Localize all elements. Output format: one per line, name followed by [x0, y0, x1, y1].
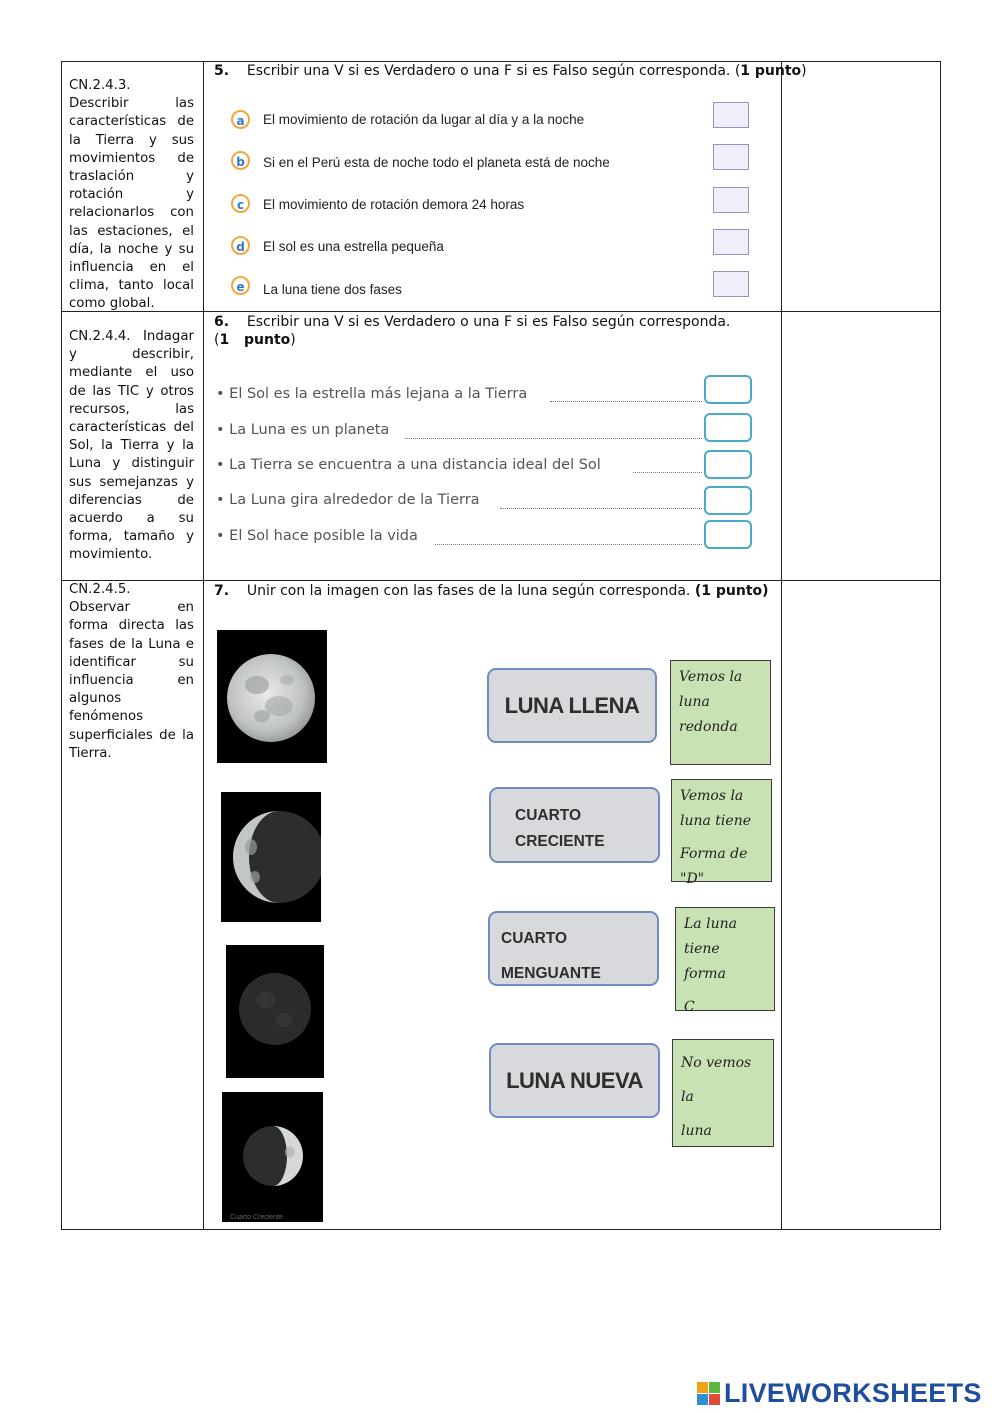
points-label: 1	[219, 332, 230, 348]
quarter-moon-icon	[221, 792, 321, 922]
row-border	[61, 1229, 941, 1230]
description-card-1[interactable]	[670, 660, 771, 765]
crescent-moon-image[interactable]	[222, 1092, 323, 1222]
phase-label-line-2: MENGUANTE	[501, 965, 601, 982]
description-card-2[interactable]	[671, 779, 772, 887]
question-number: 7.	[214, 583, 230, 599]
answer-box-5[interactable]	[704, 520, 752, 549]
question-instruction: Escribir una V si es Verdadero o una F si es Falso según corresponda. (	[214, 314, 731, 348]
criterion-cn-2-4-4: CN.2.4.4. Indagar y describir, mediante el uso de las TIC y otros recursos, las características del Sol, la Tierra y la Luna y distinguir sus semejanzas y diferencias de acuerdo a su forma, tamaño y movimiento.	[69, 329, 194, 563]
phase-label-text: LUNA LLENA	[504, 693, 640, 718]
paren: )	[290, 332, 296, 348]
phase-label-line-2: CRECIENTE	[515, 833, 605, 850]
column-border	[781, 61, 782, 1230]
phase-label-line-1: CUARTO	[501, 930, 568, 947]
phase-label-line-1: CUARTO	[515, 807, 582, 824]
full-moon-icon	[217, 630, 327, 763]
liveworksheets-logo[interactable]	[697, 1378, 997, 1412]
answer-box-4[interactable]	[704, 486, 752, 515]
note-line: luna	[679, 694, 710, 710]
dotted-line	[633, 471, 702, 473]
moon-caption: Cuarto Creciente	[230, 1214, 283, 1221]
crescent-moon-icon	[222, 1092, 323, 1222]
statement-3: • La Tierra se encuentra a una distancia ideal del Sol	[216, 457, 601, 473]
answer-box-b[interactable]	[713, 144, 749, 170]
dotted-line	[405, 437, 702, 439]
full-moon-image[interactable]	[217, 630, 327, 763]
criterion-cn-2-4-5: CN.2.4.5. Observar en forma directa las fases de la Luna e identificar su influencia en algunos fenómenos superficiales de la Tierra.	[69, 582, 194, 761]
statement-d: El sol es una estrella pequeña	[263, 239, 444, 254]
description-card-3[interactable]	[675, 907, 775, 1015]
statement-b: Si en el Perú esta de noche todo el planeta está de noche	[263, 155, 610, 170]
letter-b-badge: b	[231, 151, 250, 170]
note-line: redonda	[679, 719, 738, 735]
logo-text: LIVEWORKSHEETS	[724, 1378, 982, 1408]
new-moon-image[interactable]	[226, 945, 324, 1078]
question-number: 6.	[214, 314, 230, 330]
letter-e-badge: e	[231, 276, 250, 295]
logo-badge-icon	[697, 1382, 721, 1406]
question-7-title	[214, 582, 769, 600]
answer-box-e[interactable]	[713, 271, 749, 297]
new-moon-icon	[226, 945, 324, 1078]
column-border	[61, 61, 62, 1230]
statement-a: El movimiento de rotación da lugar al día y a la noche	[263, 112, 585, 127]
criterion-cn-2-4-3: CN.2.4.3. Describir las características de la Tierra y sus movimientos de traslación y rotación y relacionarlos con las estaciones, el día, la noche y su influencia en el clima, tanto local como global.	[69, 78, 194, 312]
points-label: punto	[244, 332, 291, 348]
note-line: No vemos la	[681, 1055, 752, 1105]
answer-box-1[interactable]	[704, 375, 752, 404]
description-card-4[interactable]	[672, 1039, 774, 1147]
note-line: Forma de "D"	[680, 846, 748, 887]
question-5-title	[214, 62, 807, 80]
statement-4: • La Luna gira alrededor de la Tierra	[216, 492, 480, 508]
note-line: La luna	[684, 916, 737, 932]
question-number: 5.	[214, 63, 230, 79]
statement-1: • El Sol es la estrella más lejana a la Tierra	[216, 386, 528, 402]
phase-label-text: LUNA NUEVA	[506, 1068, 643, 1093]
points-label: 1 punto	[740, 63, 802, 79]
letter-d-badge: d	[231, 236, 250, 255]
question-instruction: Escribir una V si es Verdadero o una F si es Falso según corresponda. (	[246, 63, 741, 79]
letter-c-badge: c	[231, 194, 250, 213]
statement-c: El movimiento de rotación demora 24 horas	[263, 197, 525, 212]
letter-a-badge: a	[231, 110, 250, 129]
dotted-line	[435, 543, 702, 545]
phase-label-last-quarter[interactable]	[488, 911, 659, 986]
note-line: Vemos la	[679, 669, 743, 685]
note-line: tiene forma	[684, 941, 726, 982]
note-line: C	[684, 999, 695, 1015]
question-6-title-line-2	[244, 331, 296, 349]
paren: )	[801, 63, 807, 79]
answer-box-d[interactable]	[713, 229, 749, 255]
column-border	[940, 61, 941, 1230]
dotted-line	[550, 400, 702, 402]
statement-2: • La Luna es un planeta	[216, 422, 390, 438]
column-border	[203, 61, 204, 1230]
question-instruction: Unir con la imagen con las fases de la luna según corresponda.	[246, 583, 691, 599]
statement-5: • El Sol hace posible la vida	[216, 528, 418, 544]
first-quarter-moon-image[interactable]	[221, 792, 321, 922]
dotted-line	[500, 507, 702, 509]
answer-box-a[interactable]	[713, 102, 749, 128]
answer-box-3[interactable]	[704, 450, 752, 479]
answer-box-c[interactable]	[713, 187, 749, 213]
note-line: luna	[681, 1123, 712, 1139]
phase-label-full-moon[interactable]	[487, 668, 657, 743]
phase-label-new-moon[interactable]	[489, 1043, 660, 1118]
note-line: luna tiene	[680, 813, 751, 829]
points-label: (1 punto)	[694, 583, 769, 599]
phase-label-first-quarter[interactable]	[489, 787, 660, 863]
statement-e: La luna tiene dos fases	[263, 282, 402, 297]
answer-box-2[interactable]	[704, 413, 752, 442]
note-line: Vemos la	[680, 788, 744, 804]
